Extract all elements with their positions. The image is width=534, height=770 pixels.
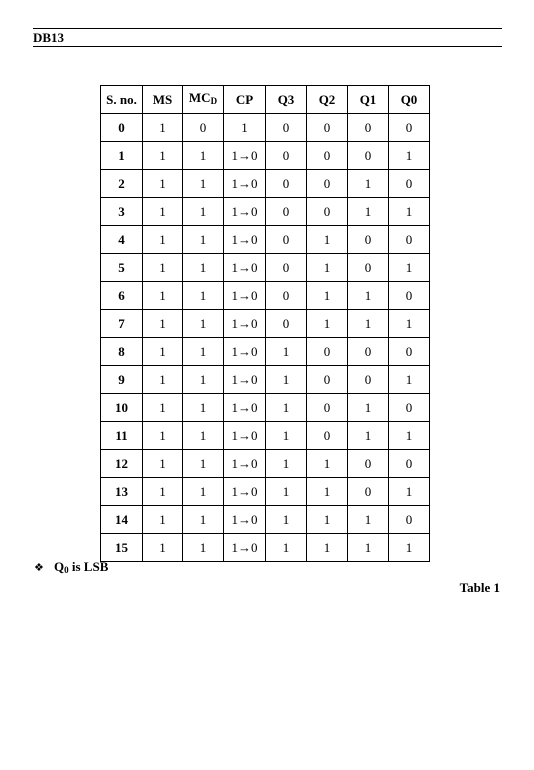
- table-row: [101, 310, 430, 338]
- cell-q0: 0: [389, 282, 430, 310]
- cell-q2: 1: [307, 478, 348, 506]
- table-row: [101, 198, 430, 226]
- cell-sno: 11: [101, 422, 143, 450]
- header-cp: CP: [224, 86, 266, 114]
- cell-ms: 1: [143, 478, 183, 506]
- cell-ms: 1: [143, 450, 183, 478]
- header-q3: Q3: [266, 86, 307, 114]
- cell-q1: 1: [348, 394, 389, 422]
- diamond-bullet-icon: ❖: [34, 562, 44, 574]
- cell-mcd: 1: [183, 450, 224, 478]
- cell-mcd: 1: [183, 198, 224, 226]
- cell-cp: 1→0: [224, 394, 266, 422]
- cell-mcd: 1: [183, 394, 224, 422]
- cell-q3: 1: [266, 534, 307, 562]
- cell-cp: 1→0: [224, 282, 266, 310]
- cell-sno: 6: [101, 282, 143, 310]
- cell-q2: 0: [307, 366, 348, 394]
- cell-q1: 0: [348, 142, 389, 170]
- cell-q3: 1: [266, 422, 307, 450]
- cell-q3: 0: [266, 114, 307, 142]
- table-row: [101, 534, 430, 562]
- lsb-note: ❖ $Q_0$ is LSB: [34, 559, 109, 575]
- header-sno: S. no.: [101, 86, 143, 114]
- cell-ms: 1: [143, 254, 183, 282]
- cell-q3: 1: [266, 506, 307, 534]
- cell-q0: 1: [389, 534, 430, 562]
- cell-q2: 1: [307, 450, 348, 478]
- cell-cp: 1→0: [224, 450, 266, 478]
- cell-mcd: 1: [183, 282, 224, 310]
- cell-ms: 1: [143, 198, 183, 226]
- header-q0: Q0: [389, 86, 430, 114]
- table-row: [101, 506, 430, 534]
- cell-q2: 0: [307, 422, 348, 450]
- cell-sno: 8: [101, 338, 143, 366]
- table-row: [101, 338, 430, 366]
- cell-mcd: 1: [183, 422, 224, 450]
- cell-q2: 0: [307, 198, 348, 226]
- cell-cp: 1→0: [224, 142, 266, 170]
- cell-sno: 12: [101, 450, 143, 478]
- cell-ms: 1: [143, 282, 183, 310]
- table-row: [101, 282, 430, 310]
- cell-mcd: 1: [183, 142, 224, 170]
- cell-ms: 1: [143, 394, 183, 422]
- cell-ms: 1: [143, 310, 183, 338]
- cell-q3: 0: [266, 310, 307, 338]
- cell-mcd: 0: [183, 114, 224, 142]
- table-header-row: [101, 86, 430, 114]
- cell-q1: 1: [348, 506, 389, 534]
- cell-q1: 0: [348, 450, 389, 478]
- cell-cp: 1→0: [224, 170, 266, 198]
- cell-sno: 2: [101, 170, 143, 198]
- cell-cp: 1→0: [224, 198, 266, 226]
- cell-sno: 3: [101, 198, 143, 226]
- cell-mcd: 1: [183, 170, 224, 198]
- page-header: [33, 28, 502, 48]
- cell-q3: 1: [266, 450, 307, 478]
- document-code: DB13: [33, 30, 65, 45]
- table-row: [101, 366, 430, 394]
- cell-q0: 0: [389, 114, 430, 142]
- cell-q3: 1: [266, 366, 307, 394]
- table-row: [101, 226, 430, 254]
- table-row: [101, 478, 430, 506]
- cell-q1: 1: [348, 534, 389, 562]
- cell-q2: 1: [307, 282, 348, 310]
- cell-sno: 5: [101, 254, 143, 282]
- cell-ms: 1: [143, 422, 183, 450]
- cell-q0: 1: [389, 310, 430, 338]
- cell-q0: 1: [389, 198, 430, 226]
- cell-q2: 1: [307, 506, 348, 534]
- cell-q1: 0: [348, 478, 389, 506]
- header-mcd: $MC_D$: [183, 86, 224, 114]
- cell-mcd: 1: [183, 338, 224, 366]
- cell-q0: 1: [389, 366, 430, 394]
- cell-cp: 1: [224, 114, 266, 142]
- header-q2: Q2: [307, 86, 348, 114]
- cell-q2: 1: [307, 534, 348, 562]
- cell-q2: 0: [307, 114, 348, 142]
- cell-q0: 1: [389, 142, 430, 170]
- cell-q2: 1: [307, 226, 348, 254]
- table-row: [101, 114, 430, 142]
- cell-q3: 1: [266, 478, 307, 506]
- cell-q1: 0: [348, 366, 389, 394]
- header-top-rule: [33, 28, 502, 29]
- table-row: [101, 422, 430, 450]
- table-caption: Table 1: [459, 580, 500, 595]
- cell-q0: 0: [389, 394, 430, 422]
- cell-q3: 0: [266, 226, 307, 254]
- cell-q1: 1: [348, 282, 389, 310]
- cell-ms: 1: [143, 170, 183, 198]
- cell-sno: 13: [101, 478, 143, 506]
- cell-mcd: 1: [183, 366, 224, 394]
- cell-q2: 1: [307, 310, 348, 338]
- table-row: [101, 450, 430, 478]
- cell-cp: 1→0: [224, 478, 266, 506]
- table-row: [101, 142, 430, 170]
- cell-ms: 1: [143, 114, 183, 142]
- cell-mcd: 1: [183, 506, 224, 534]
- cell-ms: 1: [143, 506, 183, 534]
- cell-cp: 1→0: [224, 226, 266, 254]
- cell-q3: 1: [266, 394, 307, 422]
- cell-q0: 0: [389, 226, 430, 254]
- cell-mcd: 1: [183, 534, 224, 562]
- cell-q1: 0: [348, 114, 389, 142]
- cell-cp: 1→0: [224, 310, 266, 338]
- cell-cp: 1→0: [224, 534, 266, 562]
- cell-sno: 14: [101, 506, 143, 534]
- cell-sno: 10: [101, 394, 143, 422]
- cell-q0: 0: [389, 170, 430, 198]
- cell-q0: 0: [389, 338, 430, 366]
- cell-sno: 9: [101, 366, 143, 394]
- cell-q1: 0: [348, 338, 389, 366]
- cell-cp: 1→0: [224, 338, 266, 366]
- cell-ms: 1: [143, 338, 183, 366]
- table-row: [101, 254, 430, 282]
- cell-ms: 1: [143, 142, 183, 170]
- table-row: [101, 394, 430, 422]
- cell-q1: 0: [348, 254, 389, 282]
- cell-cp: 1→0: [224, 506, 266, 534]
- cell-sno: 15: [101, 534, 143, 562]
- cell-ms: 1: [143, 534, 183, 562]
- cell-q3: 0: [266, 170, 307, 198]
- cell-cp: 1→0: [224, 254, 266, 282]
- table-body: [101, 114, 430, 562]
- cell-mcd: 1: [183, 478, 224, 506]
- cell-q0: 0: [389, 506, 430, 534]
- cell-q1: 1: [348, 170, 389, 198]
- cell-q3: 0: [266, 282, 307, 310]
- table-row: [101, 170, 430, 198]
- cell-q3: 1: [266, 338, 307, 366]
- cell-q0: 0: [389, 450, 430, 478]
- cell-q3: 0: [266, 142, 307, 170]
- cell-q0: 1: [389, 254, 430, 282]
- cell-q2: 0: [307, 338, 348, 366]
- header-bottom-rule: [33, 46, 502, 47]
- cell-q1: 1: [348, 310, 389, 338]
- cell-q2: 0: [307, 394, 348, 422]
- cell-q2: 1: [307, 254, 348, 282]
- cell-q2: 0: [307, 170, 348, 198]
- cell-mcd: 1: [183, 226, 224, 254]
- cell-q0: 1: [389, 422, 430, 450]
- cell-q1: 1: [348, 198, 389, 226]
- cell-cp: 1→0: [224, 422, 266, 450]
- cell-q2: 0: [307, 142, 348, 170]
- header-ms: MS: [143, 86, 183, 114]
- cell-sno: 0: [101, 114, 143, 142]
- cell-ms: 1: [143, 226, 183, 254]
- cell-q3: 0: [266, 254, 307, 282]
- truth-table: [100, 85, 430, 562]
- cell-q3: 0: [266, 198, 307, 226]
- cell-cp: 1→0: [224, 366, 266, 394]
- cell-sno: 7: [101, 310, 143, 338]
- cell-q0: 1: [389, 478, 430, 506]
- cell-mcd: 1: [183, 310, 224, 338]
- cell-sno: 4: [101, 226, 143, 254]
- cell-q1: 1: [348, 422, 389, 450]
- cell-sno: 1: [101, 142, 143, 170]
- header-q1: Q1: [348, 86, 389, 114]
- cell-q1: 0: [348, 226, 389, 254]
- cell-ms: 1: [143, 366, 183, 394]
- cell-mcd: 1: [183, 254, 224, 282]
